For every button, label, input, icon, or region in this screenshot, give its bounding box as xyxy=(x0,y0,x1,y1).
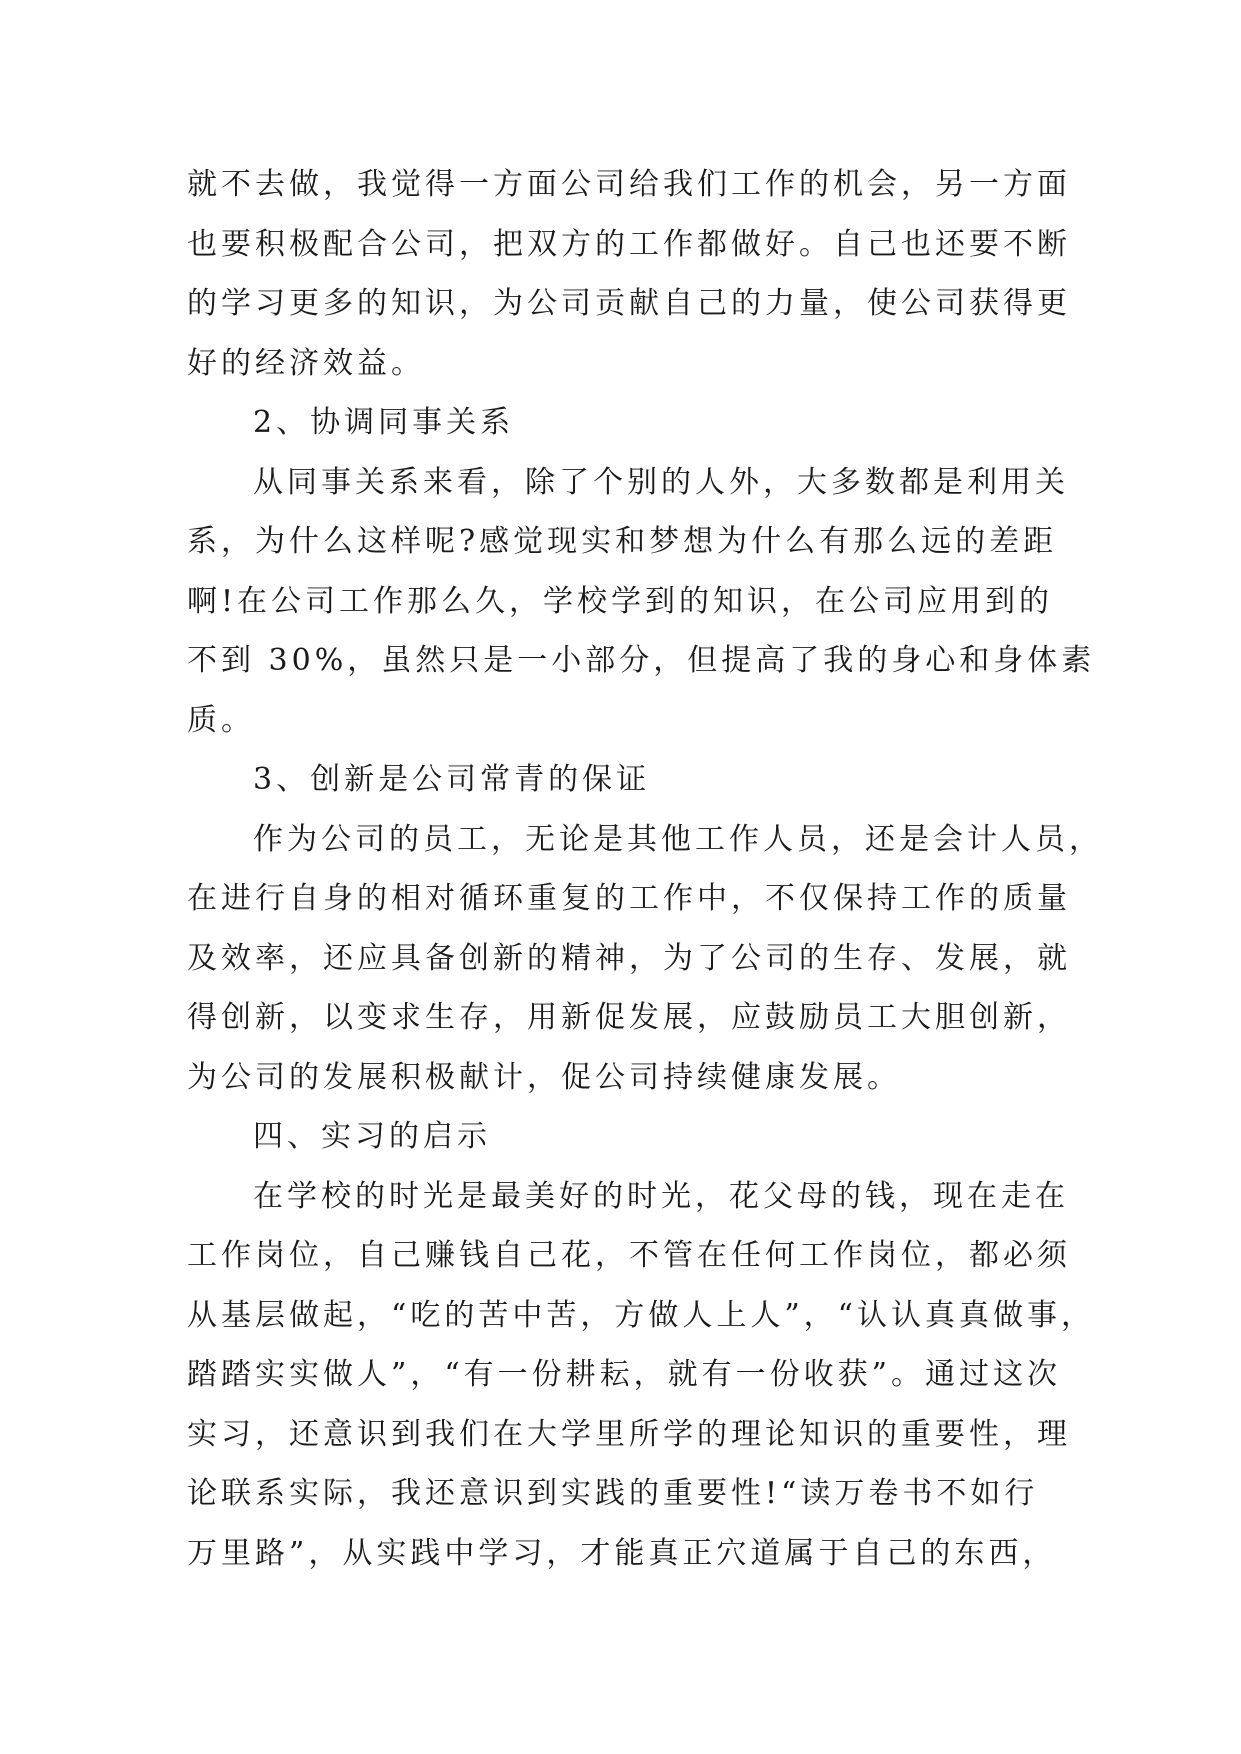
text-line: 及效率，还应具备创新的精神，为了公司的生存、发展，就 xyxy=(187,940,1071,976)
text-line: 的学习更多的知识，为公司贡献自己的力量，使公司获得更 xyxy=(187,286,1071,321)
text-line: 在进行自身的相对循环重复的工作中，不仅保持工作的质量 xyxy=(187,881,1071,916)
text-line: 也要积极配合公司，把双方的工作都做好。自己也还要不断 xyxy=(187,226,1071,262)
text-line: 踏踏实实做人”，“有一份耕耘，就有一份收获”。通过这次 xyxy=(187,1357,1062,1392)
document-body xyxy=(187,155,1103,1583)
text-line: 好的经济效益。 xyxy=(187,345,425,381)
text-line: 从基层做起，“吃的苦中苦，方做人上人”，“认认真真做事， xyxy=(187,1297,1096,1333)
text-line: 实习，还意识到我们在大学里所学的理论知识的重要性，理 xyxy=(187,1416,1071,1452)
section-heading: 2、协调同事关系 xyxy=(253,405,515,440)
text-line: 就不去做，我觉得一方面公司给我们工作的机会，另一方面 xyxy=(187,167,1071,202)
text-line: 万里路”，从实践中学习，才能真正穴道属于自己的东西， xyxy=(187,1535,1057,1571)
text-line: 得创新，以变求生存，用新促发展，应鼓励员工大胆创新， xyxy=(187,1000,1071,1035)
section-heading: 四、实习的启示 xyxy=(253,1119,491,1154)
text-line: 系，为什么这样呢?感觉现实和梦想为什么有那么远的差距 xyxy=(187,524,1058,559)
text-line: 工作岗位，自己赚钱自己花，不管在任何工作岗位，都必须 xyxy=(187,1238,1071,1273)
text-line: 为公司的发展积极献计，促公司持续健康发展。 xyxy=(187,1059,901,1095)
text-line: 啊!在公司工作那么久，学校学到的知识，在公司应用到的 xyxy=(187,583,1054,619)
text-line: 从同事关系来看，除了个别的人外，大多数都是利用关 xyxy=(253,464,1069,500)
section-heading: 3、创新是公司常青的保证 xyxy=(253,762,651,797)
text-line: 质。 xyxy=(187,702,255,738)
text-line: 在学校的时光是最美好的时光，花父母的钱，现在走在 xyxy=(253,1178,1069,1214)
text-line: 论联系实际，我还意识到实践的重要性!“读万卷书不如行 xyxy=(187,1476,1039,1511)
text-line: 作为公司的员工，无论是其他工作人员，还是会计人员， xyxy=(253,821,1103,857)
text-line: 不到 30%，虽然只是一小部分，但提高了我的身心和身体素 xyxy=(187,643,1096,678)
